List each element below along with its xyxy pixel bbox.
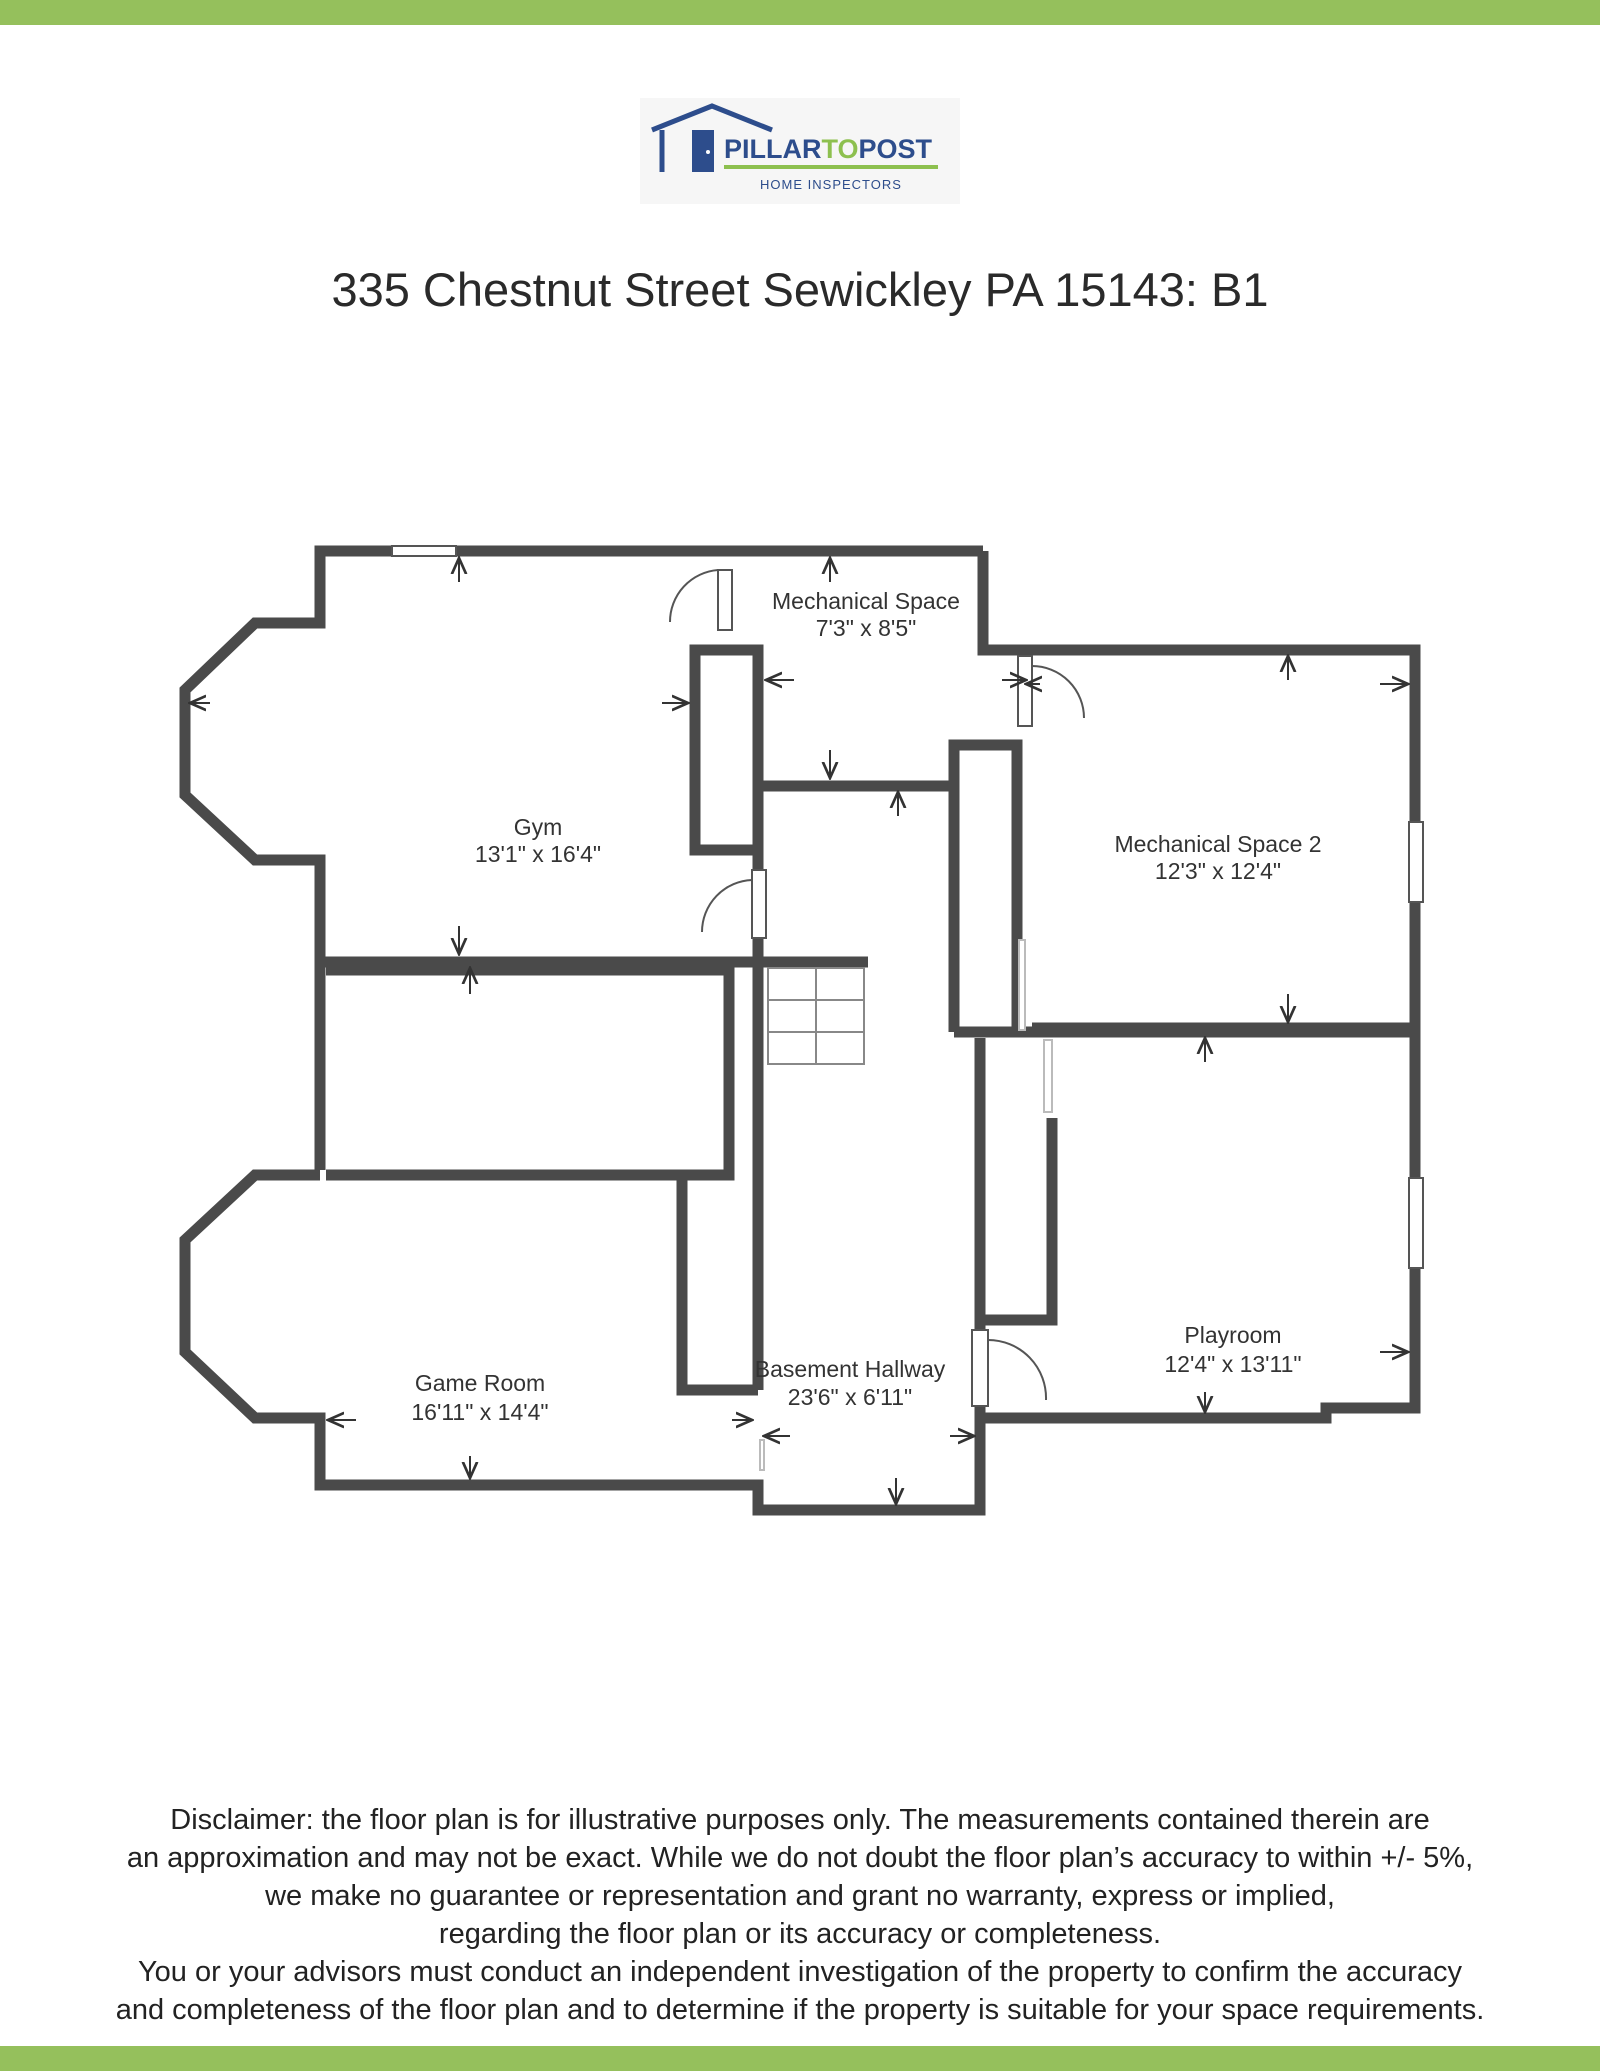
room-name-mechanical-space-2: Mechanical Space 2 (1114, 831, 1322, 857)
room-name-basement-hallway: Basement Hallway (754, 1356, 946, 1382)
bottom-accent-band (0, 2046, 1600, 2071)
room-dims-basement-hallway: 23'6" x 6'11" (787, 1384, 913, 1410)
room-dims-gym: 13'1" x 16'4" (474, 841, 602, 867)
room-name-game-room: Game Room (414, 1370, 546, 1396)
disclaimer-line: regarding the floor plan or its accuracy or completeness. (438, 1918, 1162, 1950)
room-name-playroom: Playroom (1184, 1322, 1282, 1348)
disclaimer-line: we make no guarantee or representation and grant no warranty, express or implied, (265, 1880, 1335, 1912)
staircase (768, 968, 864, 1064)
room-dims-mechanical-space-2: 12'3" x 12'4" (1154, 858, 1282, 884)
room-name-mechanical-space: Mechanical Space (772, 588, 960, 614)
disclaimer (40, 1801, 1560, 2029)
disclaimer-line: Disclaimer: the floor plan is for illustrative purposes only. The measurements contained therein are (170, 1804, 1430, 1836)
disclaimer-line: an approximation and may not be exact. While we do not doubt the floor plan’s accuracy to within +/- 5%, (126, 1842, 1474, 1874)
room-dims-playroom: 12'4" x 13'11" (1164, 1351, 1302, 1377)
logo-wordmark: PILLARTOPOST (724, 134, 933, 164)
disclaimer-line: and completeness of the floor plan and to determine if the property is suitable for your space requirements. (115, 1994, 1485, 2026)
disclaimer-line: You or your advisors must conduct an independent investigation of the property to confirm the accuracy (137, 1956, 1463, 1988)
page-title: 335 Chestnut Street Sewickley PA 15143: B1 (331, 263, 1269, 316)
room-dims-mechanical-space: 7'3" x 8'5" (815, 615, 917, 641)
room-dims-game-room: 16'11" x 14'4" (411, 1399, 549, 1425)
logo-tagline: HOME INSPECTORS (760, 177, 902, 192)
room-name-gym: Gym (513, 814, 563, 840)
